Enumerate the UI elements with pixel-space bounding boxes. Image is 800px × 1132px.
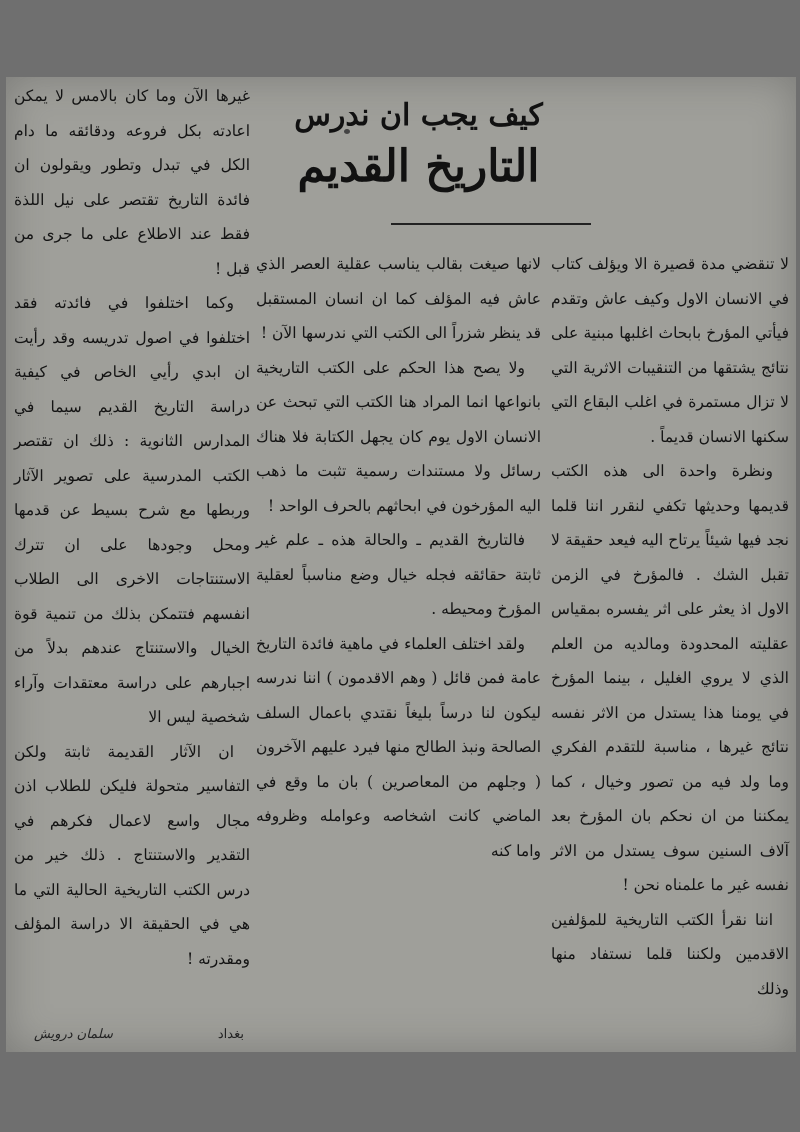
paragraph: فالتاريخ القديم ـ والحالة هذه ـ علم غير ثابتة حقائقه فجله خيال وضع مناسباً لعقلية المؤرخ ومحيطه . (256, 531, 541, 618)
paragraph: لا تنقضي مدة قصيرة الا ويؤلف كتاب في الانسان الاول وكيف عاش وتقدم فيأتي المؤرخ بابحاث اغلبها مبنية على نتائج يشتقها من التنقيبات الاثرية التي لا تزال مستمرة في اغلب البقاع التي سكنها الانسان قديماً . (551, 255, 789, 446)
article-column-left (14, 79, 250, 976)
paragraph: ان الآثار القديمة ثابتة ولكن التفاسير متحولة فليكن للطلاب اذن مجال واسع لاعمال فكرهم في التقدير والاستنتاج . ذلك خير من درس الكتب التاريخية الحالية التي ما هي في الحقيقة الا دراسة المؤلف ومقدرته ! (14, 742, 250, 968)
title-line-2: التاريخ القديم (297, 141, 540, 192)
byline (14, 1027, 250, 1049)
title-line-1: كيف يجب ان ندرس (294, 98, 543, 133)
paragraph: غيرها الآن وما كان بالامس لا يمكن اعادته بكل فروعه ودقائقه ما دام الكل في تبدل وتطور ويقولون ان فائدة التاريخ تقتصر على نيل اللذة فقط عند الاطلاع على ما جرى من قبل ! (14, 87, 250, 278)
byline-city: بغداد (217, 1027, 244, 1042)
paragraph: ونظرة واحدة الى هذه الكتب قديمها وحديثها تكفي لنقرر اننا قلما نجد فيها شيئاً يرتاح اليه فيعد حقيقة لا تقبل الشك . فالمؤرخ في الزمن الاول اذ يعثر على اثر يفسره بمقياس عقليته المحدودة ومالديه من العلم الذي لا يروي الغليل ، بينما المؤرخ في يومنا هذا يستدل من الاثر نفسه نتائج غيرها ، مناسبة للتقدم الفكري وما ولد فيه من تصور وخيال ، كما يمكننا من ان نحكم بان المؤرخ بعد آلاف السنين سوف يستدل من الاثر نفسه غير ما علمناه نحن ! (551, 462, 789, 894)
title-underline (391, 223, 591, 225)
paragraph: ولقد اختلف العلماء في ماهية فائدة التاريخ عامة فمن قائل ( وهم الاقدمون ) اننا ندرسه ليكون لنا درساً بليغاً نقتدي باعمال السلف الصالحة ونبذ الطالح منها فيرد عليهم الآخرون ( وجلهم من المعاصرين ) بان ما وقع في الماضي كانت اشخاصه وعوامله وظروفه واما كنه (256, 634, 541, 860)
article-title (276, 95, 561, 225)
paragraph: اننا نقرأ الكتب التاريخية للمؤلفين الاقدمين ولكننا قلما نستفاد منها وذلك (551, 910, 789, 998)
paragraph: وكما اختلفوا في فائدته فقد اختلفوا في اصول تدريسه وقد رأيت ان ابدي رأيي الخاص في كيفية دراسة التاريخ القديم سيما في المدارس الثانوية : ذلك ان تقتصر الكتب المدرسية على تصوير الآثار وربطها مع شرح بسيط عن قدمها ومحل وجودها على ان تترك الاستنتاجات الاخرى الى الطلاب انفسهم فتتمكن بذلك من تنمية قوة الخيال والاستنتاج عندهم بدلاً من اجبارهم على دراسة معتقدات وآراء شخصية ليس الا (14, 294, 250, 726)
article-column-middle (256, 247, 541, 868)
article-column-right (551, 247, 789, 1006)
newspaper-page (6, 77, 796, 1052)
paragraph: ولا يصح هذا الحكم على الكتب التاريخية بانواعها انما المراد هنا الكتب التي تبحث عن الانسان الاول يوم كان يجهل الكتابة فلا هناك رسائل ولا مستندات رسمية تثبت ما ذهب اليه المؤرخون في ابحاثهم بالحرف الواحد ! (256, 358, 541, 515)
paragraph: لانها صيغت بقالب يناسب عقلية العصر الذي عاش فيه المؤلف كما ان انسان المستقبل قد ينظر شزراً الى الكتب التي ندرسها الآن ! (256, 255, 541, 342)
byline-author: سلمان درويش (34, 1027, 113, 1042)
